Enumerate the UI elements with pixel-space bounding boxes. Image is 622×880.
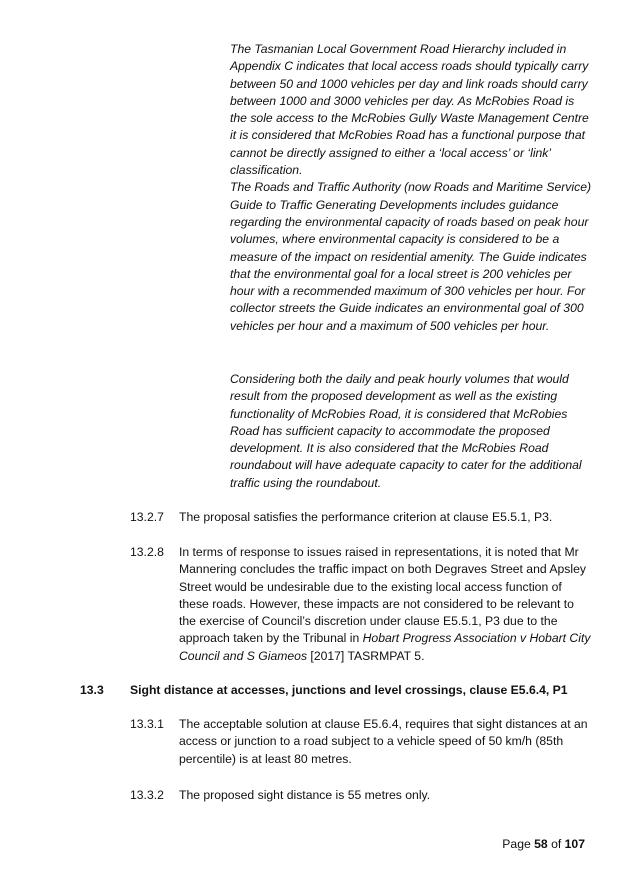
quoted-passage-conclusion — [230, 371, 592, 492]
clause-text-part-a: In terms of response to issues raised in representations, it is noted that Mr Mannering concludes the traffic impact on both Degraves Street and Apsley Street would be undesirable due to the existing local access function of these roads. However, these impacts are not considered to be relevant to the exercise of Council’s discretion under clause E5.5.1, P3 due to the approach taken by the Tribunal in — [179, 545, 586, 646]
total-pages: 107 — [564, 837, 585, 851]
quote-paragraph-hierarchy: The Tasmanian Local Government Road Hierarchy included in Appendix C indicates that local access roads should typically carry between 50 and 1000 vehicles per day and link roads should carry between 1000 and 3000 vehicles per day. As McRobies Road is the sole access to the McRobies Gully Waste Management Centre it is considered that McRobies Road has a functional purpose that cannot be directly assigned to either a ‘local access’ or ‘link’ classification. — [230, 42, 589, 178]
page-footer — [480, 837, 585, 851]
clause-text-part-b: [2017] TASRMPAT 5. — [307, 648, 425, 663]
quote-paragraph-capacity: Considering both the daily and peak hourly volumes that would result from the proposed development as well as the existing functionality of McRobies Road, it is considered that McRobies Road has sufficient capacity to accommodate the proposed development. It is also considered that the McRobies Road roundabout will have adequate capacity to cater for the additional traffic using the roundabout. — [230, 372, 582, 490]
clause-number: 13.3.1 — [130, 717, 164, 731]
case-citation: Hobart Progress Association v Hobart City Council and S Giameos — [179, 631, 591, 663]
page-label: Page — [502, 837, 531, 851]
quote-paragraph-rta-guide: The Roads and Traffic Authority (now Roads and Maritime Service) Guide to Traffic Generating Developments includes guidance regarding the environmental capacity of roads based on peak hour volumes, where environmental capacity is considered to be a measure of the impact on residential amenity. The Guide indicates that the environmental goal for a local street is 200 vehicles per hour with a recommended maximum of 300 vehicles per hour. For collector streets the Guide indicates an environmental goal of 300 vehicles per hour and a maximum of 500 vehicles per hour. — [230, 180, 592, 333]
of-label: of — [551, 837, 562, 851]
section-number: 13.3 — [80, 683, 104, 697]
page-number: 58 — [534, 837, 548, 851]
quoted-passage-top — [230, 41, 592, 335]
clause-number: 13.3.2 — [130, 788, 164, 802]
clause-number: 13.2.7 — [130, 510, 164, 524]
section-title: Sight distance at accesses, junctions and level crossings, clause E5.6.4, P1 — [130, 683, 568, 697]
clause-text: The proposed sight distance is 55 metres only. — [179, 788, 431, 802]
clause-number: 13.2.8 — [130, 545, 164, 559]
clause-text: The proposal satisfies the performance criterion at clause E5.5.1, P3. — [179, 510, 553, 524]
clause-text: The acceptable solution at clause E5.6.4, requires that sight distances at an access or junction to a road subject to a vehicle speed of 50 km/h (85th percentile) is at least 80 metres. — [179, 717, 588, 766]
clause-text — [179, 544, 591, 665]
